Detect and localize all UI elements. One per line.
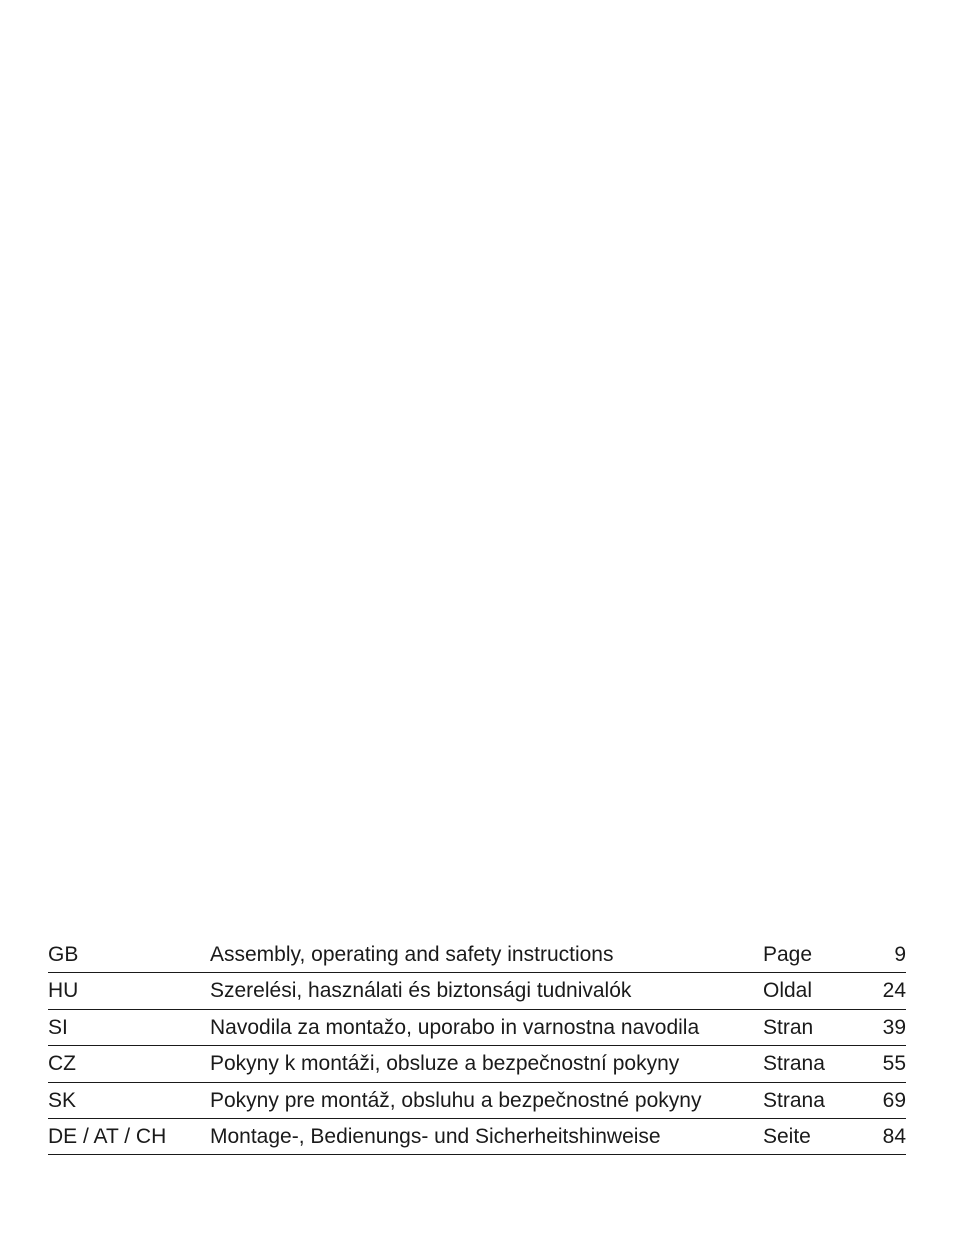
page-label: Stran — [763, 1015, 814, 1039]
section-title: Assembly, operating and safety instructions — [210, 943, 614, 966]
language-code: CZ — [48, 1052, 76, 1076]
section-title: Montage-, Bedienungs- und Sicherheitshinweise — [210, 1124, 661, 1148]
page-number: 24 — [882, 979, 906, 1003]
language-code: HU — [48, 979, 79, 1003]
section-title: Szerelési, használati és biztonsági tudnivalók — [210, 979, 632, 1003]
language-code: SK — [48, 1088, 77, 1112]
toc-row-cz — [48, 1046, 906, 1082]
page-number: 84 — [882, 1124, 906, 1148]
page-number: 9 — [894, 943, 906, 966]
language-code: GB — [48, 943, 79, 966]
page-label: Strana — [763, 1052, 825, 1076]
page-label: Page — [763, 943, 813, 966]
section-title: Pokyny pre montáž, obsluhu a bezpečnostné pokyny — [210, 1088, 702, 1112]
page-number: 39 — [882, 1015, 906, 1039]
page-number: 69 — [882, 1088, 906, 1112]
toc-row-sk — [48, 1083, 906, 1119]
language-code: DE / AT / CH — [48, 1124, 167, 1148]
page-label: Strana — [763, 1088, 825, 1112]
toc-row-si — [48, 1010, 906, 1046]
language-code: SI — [48, 1015, 68, 1039]
toc-row-de-at-ch — [48, 1119, 906, 1155]
page-number: 55 — [882, 1052, 906, 1076]
section-title: Pokyny k montáži, obsluze a bezpečnostní pokyny — [210, 1052, 680, 1076]
section-title: Navodila za montažo, uporabo in varnostna navodila — [210, 1015, 700, 1039]
page-label: Seite — [763, 1124, 811, 1148]
toc-row-gb — [48, 937, 906, 973]
page-label: Oldal — [763, 979, 813, 1003]
table-of-contents — [48, 937, 906, 1155]
toc-row-hu — [48, 973, 906, 1009]
